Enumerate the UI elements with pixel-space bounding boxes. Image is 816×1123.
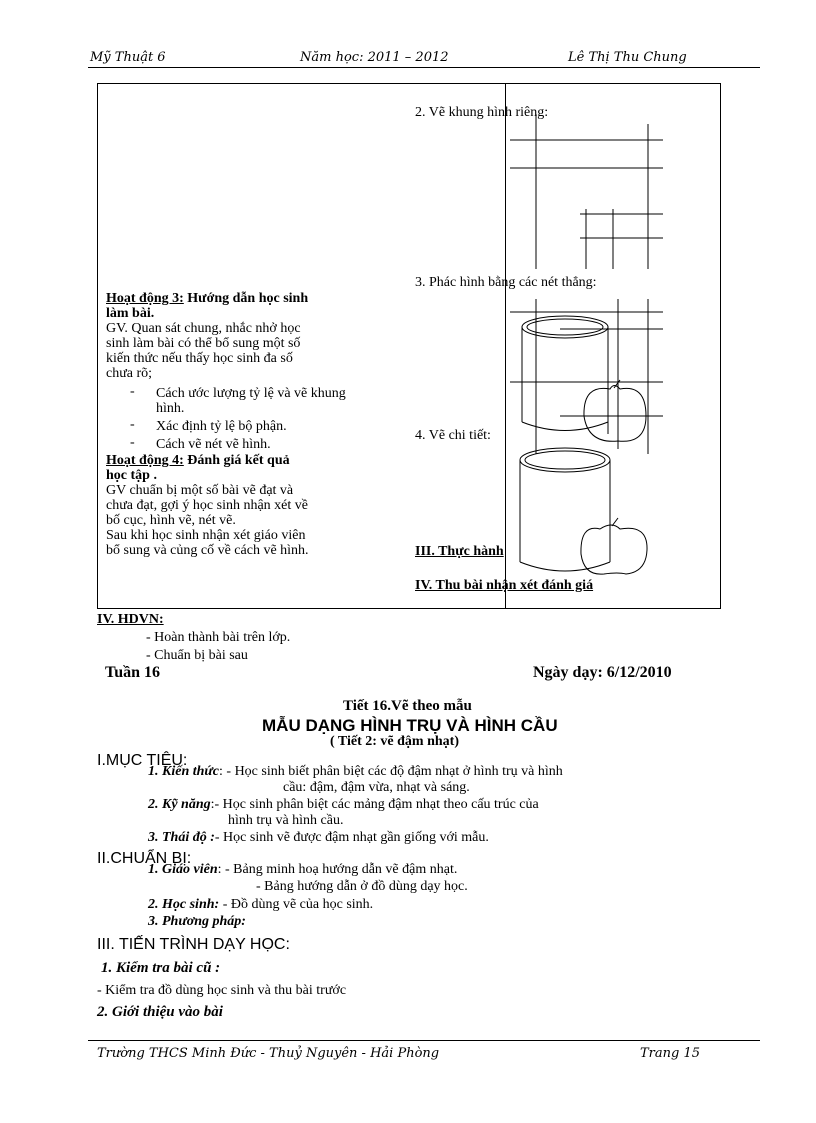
objective-skill xyxy=(148,797,539,813)
skill-label: 2. Kỹ năng xyxy=(148,797,211,812)
preparation-title: II.CHUẨN BỊ: xyxy=(97,850,192,867)
step4-label: 4. Vẽ chi tiết: xyxy=(415,428,491,443)
attitude-text: - Học sinh vẽ được đậm nhạt gần giống với mẫu. xyxy=(214,830,489,845)
teacher-text-2: - Bảng hướng dẫn ở đồ dùng dạy học. xyxy=(256,879,468,894)
lesson-title: MẪU DẠNG HÌNH TRỤ VÀ HÌNH CẦU xyxy=(262,716,558,735)
student-text: - Đồ dùng vẽ của học sinh. xyxy=(219,897,374,912)
gv2-line-1: GV chuẩn bị một số bài vẽ đạt và xyxy=(106,483,294,498)
bullet-dash: - xyxy=(130,417,135,432)
hdvn-title: IV. HDVN: xyxy=(97,612,164,627)
section3-practice: III. Thực hành xyxy=(415,544,504,559)
objective-attitude xyxy=(148,830,489,846)
bullet-3-text: Cách vẽ nét vẽ hình. xyxy=(156,437,271,452)
header-subject: Mỹ Thuật 6 xyxy=(90,50,166,65)
step2-label: 2. Vẽ khung hình riêng: xyxy=(415,105,549,120)
attitude-label: 3. Thái độ : xyxy=(148,830,215,845)
detail-drawing xyxy=(520,448,647,574)
check-label: 1. Kiểm tra bài cũ : xyxy=(101,960,221,976)
sketch-drawing xyxy=(510,299,663,454)
knowledge-text-1: : - Học sinh biết phân biệt các độ đậm nhạt ở hình trụ và hình xyxy=(219,764,563,779)
footer-school: Trường THCS Minh Đức - Thuỷ Nguyên - Hải Phòng xyxy=(97,1046,440,1061)
header-teacher: Lê Thị Thu Chung xyxy=(568,50,687,65)
lesson-subtitle: ( Tiết 2: vẽ đậm nhạt) xyxy=(330,734,459,749)
frame-drawing xyxy=(510,114,663,269)
gv2-line-4: Sau khi học sinh nhận xét giáo viên xyxy=(106,528,306,543)
bullet-dash: - xyxy=(130,435,135,450)
hdvn-item-2: - Chuẩn bị bài sau xyxy=(146,648,248,663)
week-label: Tuần 16 xyxy=(105,664,160,681)
teach-date: Ngày dạy: 6/12/2010 xyxy=(533,664,672,681)
bullet-1-line1: Cách ước lượng tỷ lệ và vẽ khung xyxy=(156,386,346,401)
gv-line-1: GV. Quan sát chung, nhắc nhở học xyxy=(106,321,301,336)
method-label: 3. Phương pháp: xyxy=(148,914,246,929)
teacher-label: 1. Giáo viên xyxy=(148,862,218,877)
skill-text-2: hình trụ và hình cầu. xyxy=(228,813,344,828)
activity3-rest2: làm bài. xyxy=(106,306,155,321)
knowledge-label: 1. Kiến thức xyxy=(148,764,220,779)
student-label: 2. Học sinh: xyxy=(148,897,220,912)
teacher-text-1: : - Bảng minh hoạ hướng dẫn vẽ đậm nhạt. xyxy=(217,862,458,877)
header-school-year: Năm học: 2011 – 2012 xyxy=(300,50,449,65)
skill-text-1: :- Học sinh phân biệt các mảng đậm nhạt theo cấu trúc của xyxy=(210,797,539,812)
objective-knowledge xyxy=(148,764,563,780)
activity4-title: Hoạt động 4: xyxy=(106,453,184,468)
bullet-dash: - xyxy=(130,384,135,399)
drawing-illustrations xyxy=(98,84,720,608)
objectives-title: I.MỤC TIÊU: xyxy=(97,752,188,769)
step3-label: 3. Phác hình bằng các nét thẳng: xyxy=(415,275,597,290)
lesson-number: Tiết 16.Vẽ theo mẫu xyxy=(343,698,472,714)
prep-student xyxy=(148,897,373,913)
activity4-rest2: học tập . xyxy=(106,468,157,483)
gv2-line-2: chưa đạt, gợi ý học sinh nhận xét về xyxy=(106,498,308,513)
activity4-rest1: Đánh giá kết quả xyxy=(183,453,290,468)
activity3-title: Hoạt động 3: xyxy=(106,291,184,306)
lesson-table xyxy=(97,83,721,609)
section4-evaluation: IV. Thu bài nhận xét đánh giá xyxy=(415,578,594,593)
prep-teacher xyxy=(148,862,457,878)
bullet-2-text: Xác định tỷ lệ bộ phận. xyxy=(156,419,287,434)
header-rule xyxy=(88,67,760,68)
gv2-line-5: bổ sung và củng cố về cách vẽ hình. xyxy=(106,543,309,558)
footer-page: Trang 15 xyxy=(640,1046,701,1061)
intro-label: 2. Giới thiệu vào bài xyxy=(97,1004,223,1020)
gv2-line-3: bố cục, hình vẽ, nét vẽ. xyxy=(106,513,236,528)
gv-line-2: sinh làm bài có thể bổ sung một số xyxy=(106,336,301,351)
process-title: III. TIẾN TRÌNH DẠY HỌC: xyxy=(97,936,290,953)
gv-line-4: chưa rõ; xyxy=(106,366,153,381)
bullet-1-line2: hình. xyxy=(156,401,185,416)
check-text: - Kiểm tra đồ dùng học sinh và thu bài trước xyxy=(97,983,347,998)
gv-line-3: kiến thức nếu thấy học sinh đa số xyxy=(106,351,293,366)
knowledge-text-2: cầu: đậm, đậm vừa, nhạt và sáng. xyxy=(283,780,470,795)
hdvn-item-1: - Hoàn thành bài trên lớp. xyxy=(146,630,291,645)
footer-rule xyxy=(88,1040,760,1041)
activity3-rest1: Hướng dẫn học sinh xyxy=(183,291,309,306)
